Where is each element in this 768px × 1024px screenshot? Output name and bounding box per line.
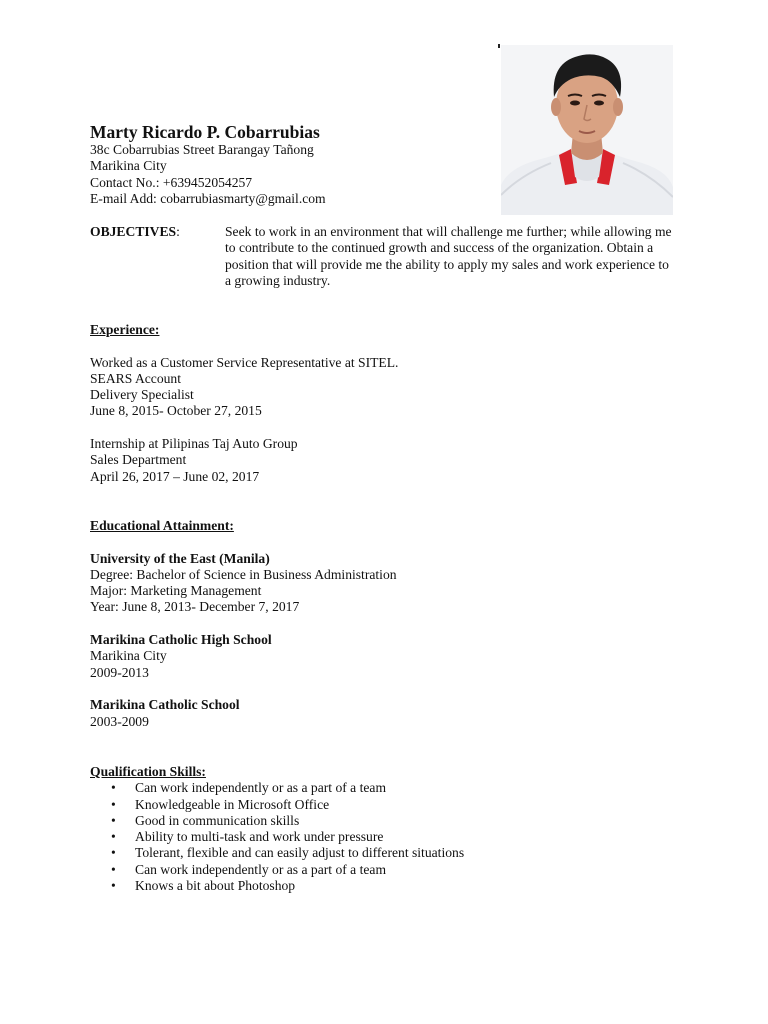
address-line-1: 38c Cobarrubias Street Barangay Tañong bbox=[90, 142, 314, 157]
bullet-icon: • bbox=[111, 812, 116, 828]
skill-item bbox=[90, 862, 464, 878]
objectives-text bbox=[225, 224, 678, 289]
email-address: E-mail Add: cobarrubiasmarty@gmail.com bbox=[90, 190, 326, 206]
job-line: Worked as a Customer Service Representative at SITEL. bbox=[90, 354, 399, 370]
school-line: Degree: Bachelor of Science in Business Administration bbox=[90, 566, 397, 582]
applicant-name: Marty Ricardo P. Cobarrubias bbox=[90, 122, 320, 142]
skill-item bbox=[90, 878, 464, 894]
skill-text: Ability to multi-task and work under pressure bbox=[135, 829, 384, 845]
skills-heading: Qualification Skills: bbox=[90, 764, 206, 779]
job-line: SEARS Account bbox=[90, 370, 182, 386]
job-entry bbox=[90, 355, 398, 420]
skill-text: Tolerant, flexible and can easily adjust to different situations bbox=[135, 845, 465, 861]
objectives-line: a growing industry. bbox=[225, 272, 331, 288]
objectives-line: Seek to work in an environment that will challenge me further; while allowing me bbox=[225, 224, 672, 239]
bullet-icon: • bbox=[111, 796, 116, 812]
skill-item bbox=[90, 829, 464, 845]
objectives-colon: : bbox=[176, 224, 180, 239]
school-name: Marikina Catholic High School bbox=[90, 632, 272, 648]
objectives-label bbox=[90, 224, 180, 240]
bullet-icon: • bbox=[111, 829, 116, 845]
experience-section bbox=[90, 322, 398, 485]
education-heading: Educational Attainment: bbox=[90, 518, 234, 533]
school-line: Marikina City bbox=[90, 648, 167, 664]
objectives-label-text: OBJECTIVES bbox=[90, 224, 177, 239]
school-entry bbox=[90, 632, 397, 681]
school-line: Major: Marketing Management bbox=[90, 583, 262, 599]
skills-section bbox=[90, 764, 464, 894]
education-section bbox=[90, 518, 397, 730]
objectives-line: position that will provide me the ability to apply my sales and work experience to bbox=[225, 256, 669, 272]
school-line: Year: June 8, 2013- December 7, 2017 bbox=[90, 599, 300, 615]
bullet-icon: • bbox=[111, 780, 116, 796]
skill-text: Knows a bit about Photoshop bbox=[135, 878, 296, 894]
school-line: 2003-2009 bbox=[90, 713, 149, 729]
bullet-icon: • bbox=[111, 878, 116, 894]
job-entry bbox=[90, 436, 398, 485]
objectives-line: to contribute to the continued growth and success of the organization. Obtain a bbox=[225, 240, 654, 256]
skill-item bbox=[90, 813, 464, 829]
contact-number: Contact No.: +639452054257 bbox=[90, 174, 253, 190]
skill-item bbox=[90, 845, 464, 861]
job-line: June 8, 2015- October 27, 2015 bbox=[90, 403, 262, 419]
experience-heading: Experience: bbox=[90, 322, 160, 337]
school-name: Marikina Catholic School bbox=[90, 697, 240, 713]
school-entry bbox=[90, 551, 397, 616]
school-entry bbox=[90, 697, 397, 730]
job-line: Sales Department bbox=[90, 452, 187, 468]
skill-item bbox=[90, 797, 464, 813]
skill-text: Can work independently or as a part of a team bbox=[135, 780, 387, 796]
skills-list bbox=[90, 780, 464, 894]
profile-photo bbox=[501, 45, 673, 215]
job-line: Delivery Specialist bbox=[90, 387, 194, 403]
scan-mark bbox=[498, 44, 500, 48]
bullet-icon: • bbox=[111, 845, 116, 861]
skill-text: Knowledgeable in Microsoft Office bbox=[135, 796, 330, 812]
school-name: University of the East (Manila) bbox=[90, 550, 270, 566]
resume-header bbox=[90, 122, 326, 207]
skill-text: Can work independently or as a part of a team bbox=[135, 861, 387, 877]
job-line: April 26, 2017 – June 02, 2017 bbox=[90, 468, 260, 484]
job-line: Internship at Pilipinas Taj Auto Group bbox=[90, 436, 298, 452]
skill-text: Good in communication skills bbox=[135, 812, 300, 828]
skill-item bbox=[90, 780, 464, 796]
id-photo-icon bbox=[501, 45, 673, 215]
bullet-icon: • bbox=[111, 861, 116, 877]
school-line: 2009-2013 bbox=[90, 664, 149, 680]
address-line-2: Marikina City bbox=[90, 158, 167, 174]
